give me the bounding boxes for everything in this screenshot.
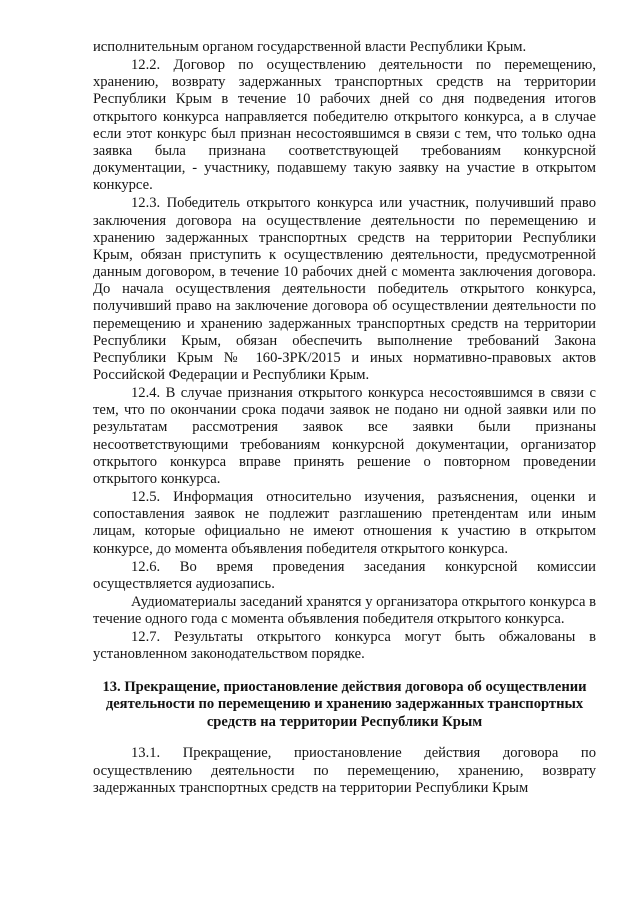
section-heading-13: 13. Прекращение, приостановление действия договора об осуществлении деятельности по перемещению и хранению задержанных транспортных средств на территории Республики Крым xyxy=(102,678,587,730)
paragraph-12-5: 12.5. Информация относительно изучения, разъяснения, оценки и сопоставления заявок не подлежит разглашению претендентам или иным лицам, которые официально не имеют отношения к участию в открытом конкурсе, до момента объявления победителя открытого конкурса. xyxy=(93,489,596,557)
paragraph-13-1: 13.1. Прекращение, приостановление действия договора по осуществлению деятельности по перемещению, хранению, возврату задержанных транспортных средств на территории Республики Крым xyxy=(93,745,596,796)
paragraph-12-7: 12.7. Результаты открытого конкурса могут быть обжалованы в установленном законодательством порядке. xyxy=(93,629,596,663)
paragraph-audio-materials: Аудиоматериалы заседаний хранятся у организатора открытого конкурса в течение одного года с момента объявления победителя открытого конкурса. xyxy=(93,594,596,628)
paragraph-12-2: 12.2. Договор по осуществлению деятельности по перемещению, хранению, возврату задержанных транспортных средств на территории Республики Крым в течение 10 рабочих дней со дня подведения итогов открытого конкурса направляется победителю открытого конкурса, а в случае если этот конкурс был признан несостоявшимся в связи с тем, что только одна заявка была признана соответствующей требованиям конкурсной документации, - участнику, подавшему такую заявку на участие в открытом конкурсе. xyxy=(93,57,596,194)
paragraph-12-3: 12.3. Победитель открытого конкурса или участник, получивший право заключения договора на осуществление деятельности по перемещению и хранению задержанных транспортных средств на территории Республики Крым, обязан приступить к осуществлению деятельности, предусмотренной данным договором, в течение 10 рабочих дней с момента заключения договора. До начала осуществления деятельности победитель открытого конкурса, получивший право на заключение договора об осуществлении деятельности по перемещению и хранению задержанных транспортных средств на территории Республики Крым, обязан обеспечить выполнение требований Закона Республики Крым № 160-ЗРК/2015 и иных нормативно-правовых актов Российской Федерации и Республики Крым. xyxy=(93,195,596,383)
paragraph-12-6: 12.6. Во время проведения заседания конкурсной комиссии осуществляется аудиозапись. xyxy=(93,558,596,592)
paragraph-12-4: 12.4. В случае признания открытого конкурса несостоявшимся в связи с тем, что по окончании срока подачи заявок не подано ни одной заявки или по результатам рассмотрения заявок все заявки были признаны несоответствующими требованиям конкурсной документации, организатор открытого конкурса вправе принять решение о повторном проведении открытого конкурса. xyxy=(93,385,596,487)
paragraph-continuation: исполнительным органом государственной власти Республики Крым. xyxy=(93,39,527,55)
